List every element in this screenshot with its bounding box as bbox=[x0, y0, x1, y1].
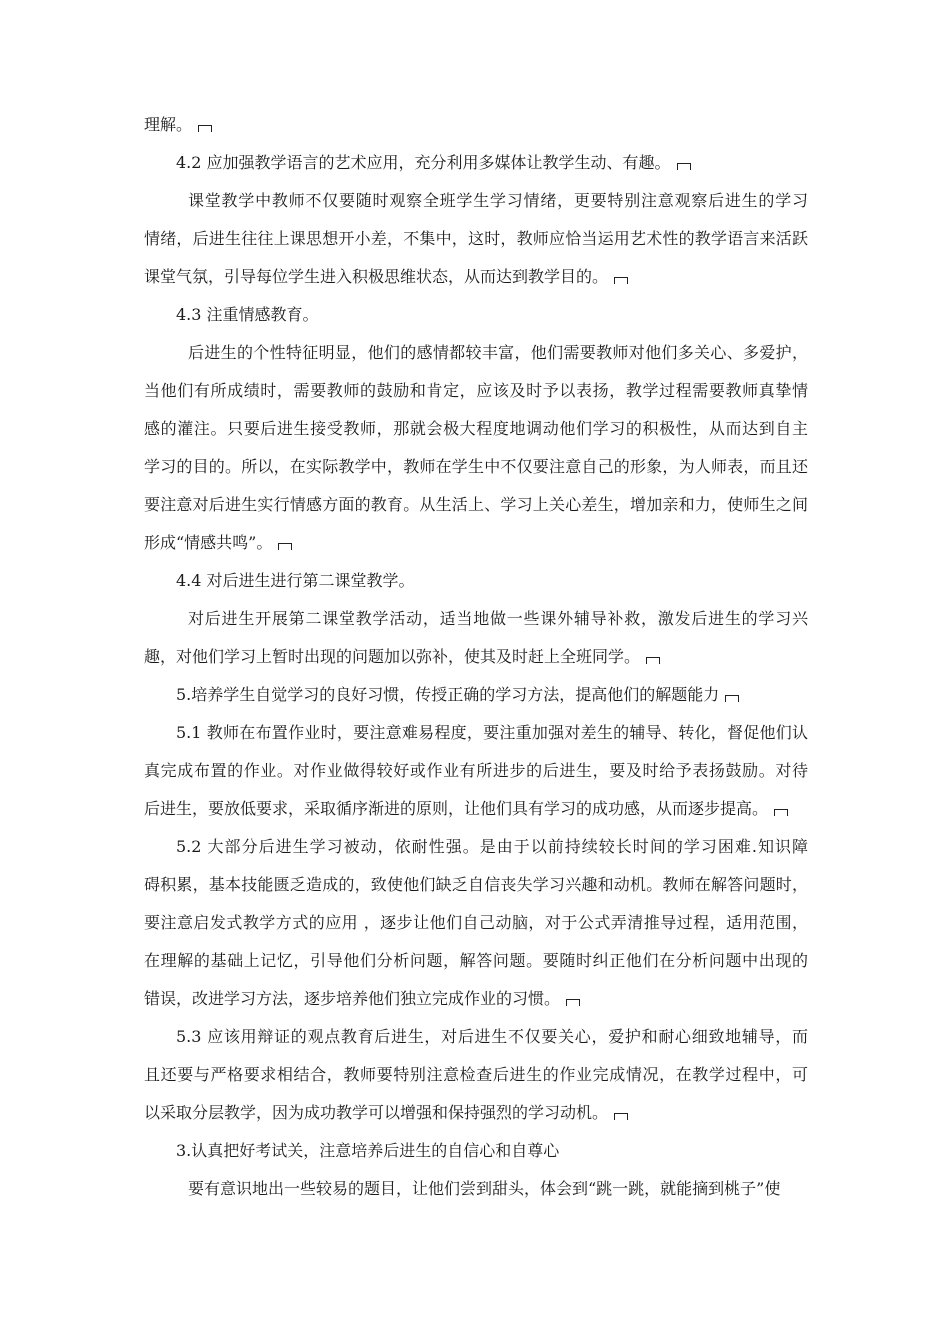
line-text: 情绪，后进生往往上课思想开小差，不集中，这时，教师应恰当运用艺术性的教学语言来活跃 bbox=[144, 229, 808, 248]
line-text: 课堂教学中教师不仅要随时观察全班学生学习情绪，更要特别注意观察后进生的学习 bbox=[188, 191, 808, 210]
line-text: 以采取分层教学，因为成功教学可以增强和保持强烈的学习动机。 bbox=[144, 1103, 609, 1122]
paragraph-line bbox=[188, 607, 808, 631]
paragraph-mark-icon bbox=[278, 543, 292, 550]
paragraph-mark-icon bbox=[614, 1113, 628, 1120]
line-text: 课堂气氛，引导每位学生进入积极思维状态，从而达到教学目的。 bbox=[144, 267, 609, 286]
paragraph-line bbox=[188, 189, 808, 213]
paragraph-line bbox=[144, 873, 808, 897]
paragraph-line bbox=[144, 1063, 808, 1087]
paragraph-line bbox=[176, 835, 808, 859]
line-text: 在理解的基础上记忆，引导他们分析问题，解答问题。要随时纠正他们在分析问题中出现的 bbox=[144, 951, 808, 970]
paragraph-mark-icon bbox=[774, 809, 788, 816]
line-text: 且还要与严格要求相结合，教师要特别注意检查后进生的作业完成情况，在教学过程中，可 bbox=[144, 1065, 808, 1084]
paragraph-line bbox=[144, 113, 808, 137]
paragraph-mark-icon bbox=[725, 695, 739, 702]
line-text: 后进生，要放低要求，采取循序渐进的原则，让他们具有学习的成功感，从而逐步提高。 bbox=[144, 799, 769, 818]
paragraph-mark-icon bbox=[198, 125, 212, 132]
line-text: 对后进生开展第二课堂教学活动，适当地做一些课外辅导补救，激发后进生的学习兴 bbox=[188, 609, 808, 628]
line-text: 5.1 教师在布置作业时，要注意难易程度，要注重加强对差生的辅导、转化，督促他们认 bbox=[176, 723, 808, 742]
paragraph-line bbox=[144, 911, 808, 935]
line-text: 要注意对后进生实行情感方面的教育。从生活上、学习上关心差生，增加亲和力，使师生之间 bbox=[144, 495, 808, 514]
paragraph-line bbox=[144, 265, 808, 289]
line-text: 4.3 注重情感教育。 bbox=[176, 305, 319, 324]
paragraph-mark-icon bbox=[566, 999, 580, 1006]
paragraph-line bbox=[176, 683, 808, 707]
paragraph-line bbox=[144, 531, 808, 555]
line-text: 理解。 bbox=[144, 115, 193, 134]
paragraph-line bbox=[144, 987, 808, 1011]
line-text: 5.3 应该用辩证的观点教育后进生，对后进生不仅要关心，爱护和耐心细致地辅导，而 bbox=[176, 1027, 808, 1046]
paragraph-line bbox=[144, 379, 808, 403]
paragraph-line bbox=[144, 797, 808, 821]
line-text: 感的灌注。只要后进生接受教师，那就会极大程度地调动他们学习的积极性，从而达到自主 bbox=[144, 419, 808, 438]
paragraph-line bbox=[144, 493, 808, 517]
paragraph-line bbox=[176, 1025, 808, 1049]
line-text: 形成“情感共鸣”。 bbox=[144, 533, 273, 552]
paragraph-line bbox=[176, 303, 808, 327]
line-text: 碍积累，基本技能匮乏造成的，致使他们缺乏自信丧失学习兴趣和动机。教师在解答问题时， bbox=[144, 875, 808, 894]
paragraph-line bbox=[144, 759, 808, 783]
line-text: 学习的目的。所以，在实际教学中，教师在学生中不仅要注意自己的形象，为人师表，而且还 bbox=[144, 457, 808, 476]
line-text: 要有意识地出一些较易的题目，让他们尝到甜头，体会到“跳一跳，就能摘到桃子”使 bbox=[188, 1179, 781, 1198]
paragraph-line bbox=[144, 1101, 808, 1125]
paragraph-line bbox=[188, 1177, 808, 1201]
paragraph-line bbox=[144, 645, 808, 669]
paragraph-line bbox=[176, 1139, 808, 1163]
line-text: 5.2 大部分后进生学习被动，依耐性强。是由于以前持续较长时间的学习困难.知识障 bbox=[176, 837, 808, 856]
paragraph-line bbox=[176, 151, 808, 175]
line-text: 当他们有所成绩时，需要教师的鼓励和肯定，应该及时予以表扬，教学过程需要教师真挚情 bbox=[144, 381, 808, 400]
paragraph-line bbox=[176, 569, 808, 593]
line-text: 要注意启发式教学方式的应用 ，逐步让他们自己动脑，对于公式弄清推导过程，适用范围， bbox=[144, 913, 808, 932]
line-text: 错误，改进学习方法，逐步培养他们独立完成作业的习惯。 bbox=[144, 989, 561, 1008]
paragraph-line bbox=[188, 341, 808, 365]
line-text: 4.4 对后进生进行第二课堂教学。 bbox=[176, 571, 415, 590]
paragraph-line bbox=[144, 417, 808, 441]
line-text: 5.培养学生自觉学习的良好习惯，传授正确的学习方法，提高他们的解题能力 bbox=[176, 685, 720, 704]
line-text: 真完成布置的作业。对作业做得较好或作业有所进步的后进生，要及时给予表扬鼓励。对待 bbox=[144, 761, 808, 780]
paragraph-mark-icon bbox=[614, 277, 628, 284]
line-text: 趣，对他们学习上暂时出现的问题加以弥补，使其及时赶上全班同学。 bbox=[144, 647, 641, 666]
paragraph-line bbox=[176, 721, 808, 745]
paragraph-line bbox=[144, 227, 808, 251]
paragraph-mark-icon bbox=[646, 657, 660, 664]
paragraph-line bbox=[144, 949, 808, 973]
line-text: 后进生的个性特征明显，他们的感情都较丰富，他们需要教师对他们多关心、多爱护， bbox=[188, 343, 808, 362]
paragraph-mark-icon bbox=[677, 163, 691, 170]
line-text: 3.认真把好考试关，注意培养后进生的自信心和自尊心 bbox=[176, 1141, 560, 1160]
paragraph-line bbox=[144, 455, 808, 479]
line-text: 4.2 应加强教学语言的艺术应用，充分利用多媒体让教学生动、有趣。 bbox=[176, 153, 671, 172]
